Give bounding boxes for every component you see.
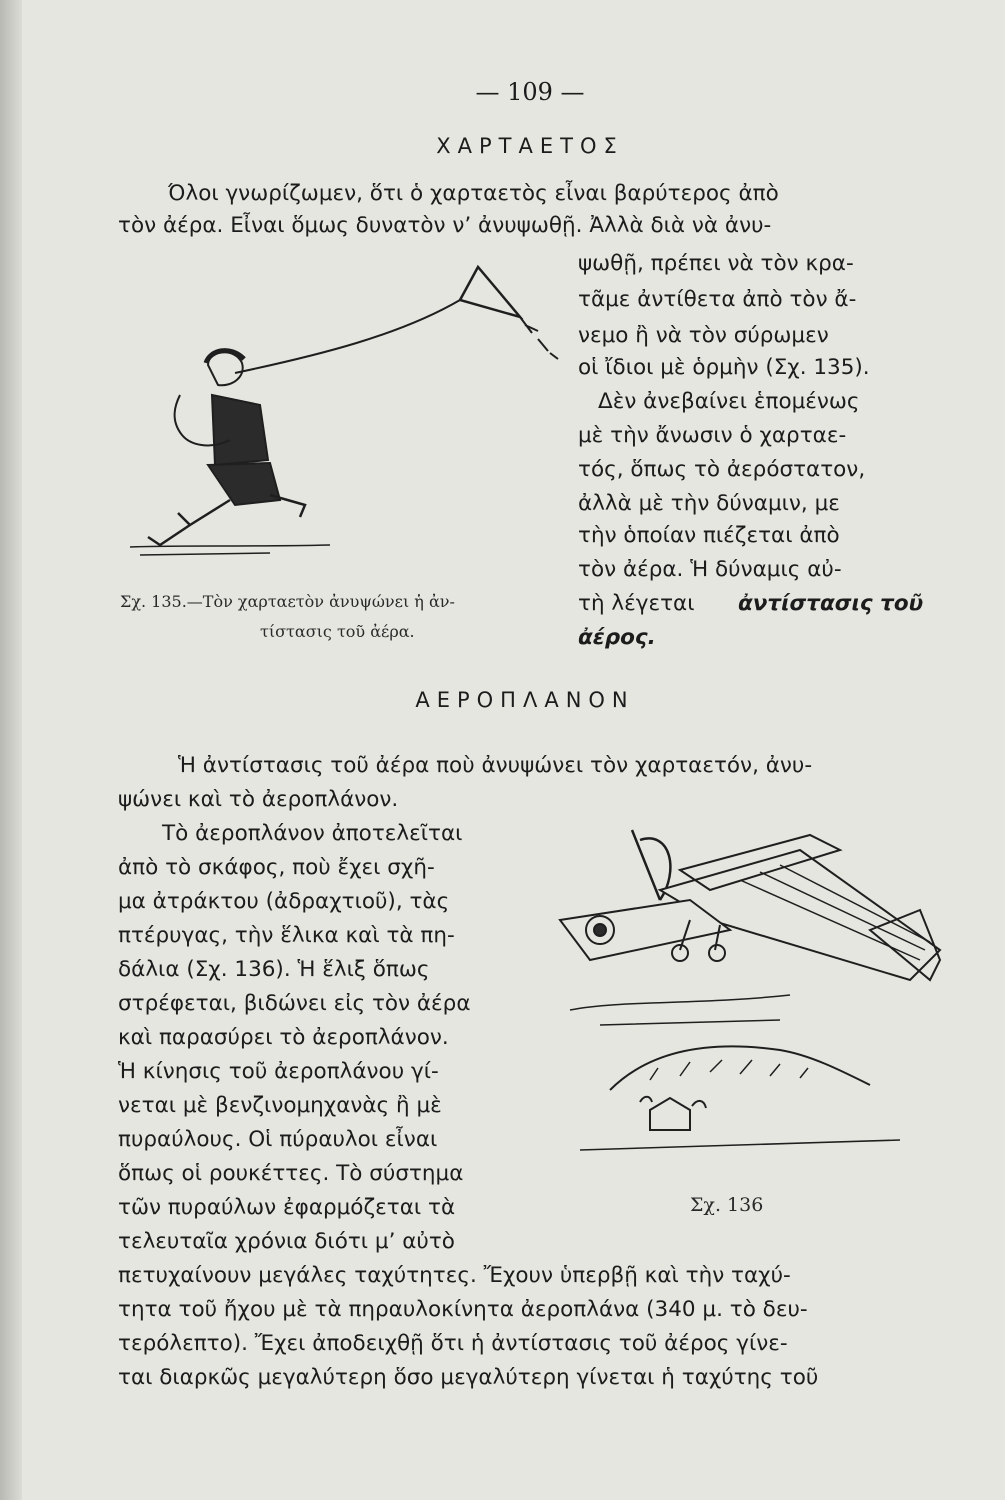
airplane-illustration [540, 810, 960, 1170]
ground-lines [130, 545, 330, 555]
boy-shorts [208, 463, 280, 505]
kite-paragraph-line: τὸν ἀέρα. Εἶναι ὅμως δυνατὸν ν’ ἀνυψωθῇ. Ἀλλὰ διὰ νὰ ἀνυ- [118, 213, 772, 238]
kite-paragraph-line: τὴ λέγεται [578, 591, 695, 616]
figure-135-caption-line-1: Σχ. 135.—Τὸν χαρταετὸν ἀνυψώνει ἡ ἀν- [120, 592, 455, 611]
trees [640, 1097, 706, 1108]
kite-paragraph-line: μὲ τὴν ἄνωσιν ὁ χαρταε- [578, 423, 847, 448]
ground [580, 1140, 900, 1150]
kite-paragraph-line: τός, ὅπως τὸ ἀερόστατον, [578, 457, 866, 482]
hill [610, 1046, 870, 1090]
airplane-paragraph-line: τελευταῖα χρόνια διότι μ’ αὐτὸ [118, 1229, 455, 1254]
airplane-paragraph-line: τῶν πυραύλων ἐφαρμόζεται τὰ [118, 1195, 456, 1220]
airplane-paragraph-line: ὅπως οἱ ρουκέττες. Τὸ σύστημα [118, 1161, 464, 1186]
page-number: — 109 — [475, 78, 585, 106]
kite-string [235, 300, 460, 373]
kite-paragraph-line: ἀλλὰ μὲ τὴν δύναμιν, με [578, 491, 840, 516]
clouds-lines [570, 995, 790, 1025]
kite-shape [460, 267, 520, 317]
airplane-paragraph-line: καὶ παρασύρει τὸ ἀεροπλάνον. [118, 1025, 449, 1050]
section-title-kite: ΧΑΡΤΑΕΤΟΣ [436, 134, 624, 158]
term-air-resistance: ἀντίστασις τοῦ [738, 591, 924, 616]
airplane-paragraph-line: ἀπὸ τὸ σκάφος, ποὺ ἔχει σχῆ- [118, 855, 435, 880]
kite-tail [520, 317, 558, 359]
kite-paragraph-line: οἱ ἴδιοι μὲ ὁρμὴν (Σχ. 135). [578, 355, 870, 380]
airplane-paragraph-line: ψώνει καὶ τὸ ἀεροπλάνον. [118, 787, 399, 812]
boy-body [212, 395, 268, 465]
page-spine-shadow [0, 0, 22, 1500]
airplane-paragraph-line: Ἡ κίνησις τοῦ ἀεροπλάνου γί- [118, 1059, 439, 1084]
airplane-paragraph-line: νεται μὲ βενζινομηχανὰς ἢ μὲ [118, 1093, 442, 1118]
airplane-paragraph-line: στρέφεται, βιδώνει εἰς τὸν ἀέρα [118, 991, 471, 1016]
kite-paragraph-line: Όλοι γνωρίζωμεν, ὅτι ὁ χαρταετὸς εἶναι βαρύτερος ἀπὸ [168, 181, 779, 206]
kite-paragraph-line: ψωθῇ, πρέπει νὰ τὸν κρα- [578, 251, 854, 276]
kite-boy-illustration [120, 255, 580, 585]
airplane-paragraph-line: ται διαρκῶς μεγαλύτερη ὅσο μεγαλύτερη γίνεται ἡ ταχύτης τοῦ [118, 1365, 819, 1390]
boy-hair [206, 351, 244, 363]
airplane-paragraph-line: Ἡ ἀντίστασις τοῦ ἀέρα ποὺ ἀνυψώνει τὸν χαρταετόν, ἀνυ- [178, 753, 813, 778]
airplane-paragraph-line: τερόλεπτο). Ἔχει ἀποδειχθῇ ὅτι ἡ ἀντίστασις τοῦ ἀέρος γίνε- [118, 1331, 788, 1356]
figure-135-caption-line-2: τίστασις τοῦ ἀέρα. [260, 622, 415, 641]
section-title-airplane: ΑΕΡΟΠΛΑΝΟΝ [415, 688, 635, 712]
airplane-paragraph-line: πετυχαίνουν μεγάλες ταχύτητες. Ἔχουν ὑπερβῇ καὶ τὴν ταχύ- [118, 1263, 791, 1288]
hill-hatching [650, 1060, 808, 1080]
figure-136-caption: Σχ. 136 [690, 1194, 764, 1216]
boy-legs [148, 495, 305, 545]
airplane-paragraph-line: δάλια (Σχ. 136). Ἡ ἕλιξ ὅπως [118, 957, 430, 982]
airplane-paragraph-line: πυραύλους. Οἱ πύραυλοι εἶναι [118, 1127, 438, 1152]
wing-roundel-center [594, 924, 606, 936]
kite-paragraph-line: νεμο ἢ νὰ τὸν σύρωμεν [578, 323, 829, 348]
airplane-paragraph-line: τητα τοῦ ἤχου μὲ τὰ πηραυλοκίνητα ἀεροπλάνα (340 μ. τὸ δευ- [118, 1297, 808, 1322]
airplane-paragraph-line: Τὸ ἀεροπλάνον ἀποτελεῖται [162, 821, 463, 846]
kite-paragraph-line: τὸν ἀέρα. Ἡ δύναμις αὐ- [578, 557, 842, 582]
wheel [709, 945, 725, 961]
airplane-paragraph-line: μα ἀτράκτου (ἀδραχτιοῦ), τὰς [118, 889, 450, 914]
boy-head [208, 352, 243, 385]
kite-paragraph-line: Δὲν ἀνεβαίνει ἑπομένως [598, 389, 860, 414]
house [650, 1098, 690, 1130]
airplane-paragraph-line: πτέρυγας, τὴν ἕλικα καὶ τὰ πη- [118, 923, 455, 948]
kite-paragraph-line: τὴν ὁποίαν πιέζεται ἀπὸ [578, 523, 840, 548]
term-air-resistance-end: ἀέρος. [578, 625, 656, 650]
kite-paragraph-line: τᾶμε ἀντίθετα ἀπὸ τὸν ἄ- [578, 287, 857, 312]
